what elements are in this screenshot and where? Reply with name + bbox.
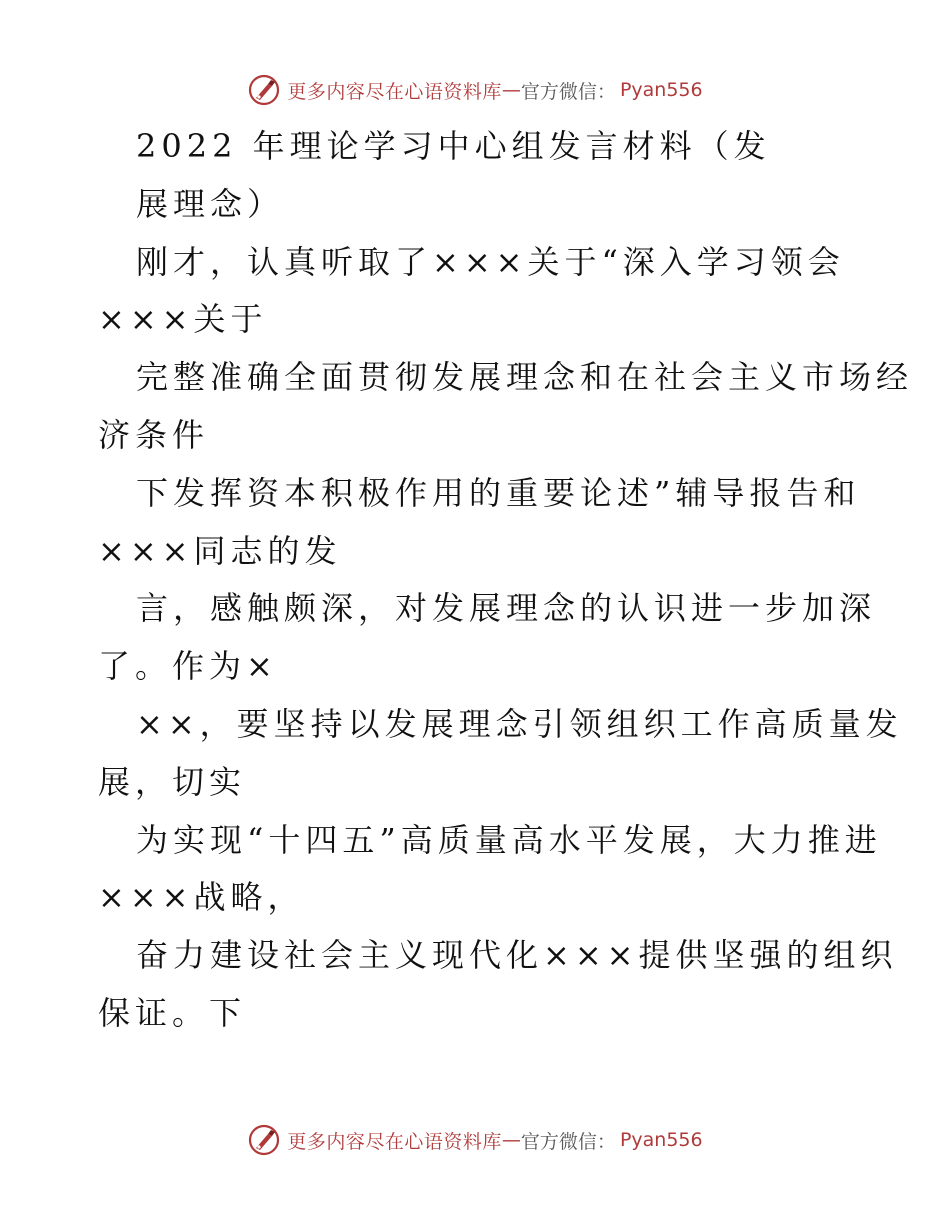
paragraph-line: 保证。下 (98, 993, 247, 1032)
title-line-2: 展理念） (136, 184, 285, 223)
document-body (98, 118, 914, 1043)
paragraph-line: 完整准确全面贯彻发展理念和在社会主义市场经 (136, 358, 914, 397)
paragraph-line: 刚才，认真听取了×××关于“深入学习领会 (136, 242, 845, 281)
paragraph-line: ××，要坚持以发展理念引领组织工作高质量发 (136, 704, 903, 743)
separator-text: — (501, 79, 521, 101)
paragraph-line: ×××同志的发 (98, 531, 342, 570)
paragraph-line: 下发挥资本积极作用的重要论述”辅导报告和 (136, 473, 861, 512)
wechat-account: Pyan556 (619, 79, 703, 101)
pen-nib-logo-icon (247, 73, 281, 107)
title-line-1: 2022 年理论学习中心组发言材料（发 (136, 127, 771, 165)
site-name-text: 更多内容尽在心语资料库 (287, 1130, 502, 1153)
paragraph-line: 了。作为× (98, 647, 278, 686)
paragraph-line: 言，感触颇深，对发展理念的认识进一步加深 (136, 589, 877, 628)
separator-text: — (501, 1129, 521, 1151)
wechat-label: 官方微信： (520, 1130, 616, 1153)
paragraph-line: 为实现“十四五”高质量高水平发展，大力推进 (136, 820, 882, 859)
header-watermark-banner (0, 70, 950, 110)
pen-nib-logo-icon (247, 1123, 281, 1157)
paragraph-line: ×××关于 (98, 300, 268, 339)
wechat-label: 官方微信： (520, 80, 616, 103)
paragraph-line: 奋力建设社会主义现代化×××提供坚强的组织 (136, 936, 898, 975)
paragraph-line: 展，切实 (98, 762, 247, 801)
wechat-account: Pyan556 (619, 1129, 703, 1151)
paragraph-line: 济条件 (98, 415, 210, 454)
site-name-text: 更多内容尽在心语资料库 (287, 80, 502, 103)
paragraph-line: ×××战略， (98, 878, 305, 917)
footer-watermark-banner (0, 1120, 950, 1160)
